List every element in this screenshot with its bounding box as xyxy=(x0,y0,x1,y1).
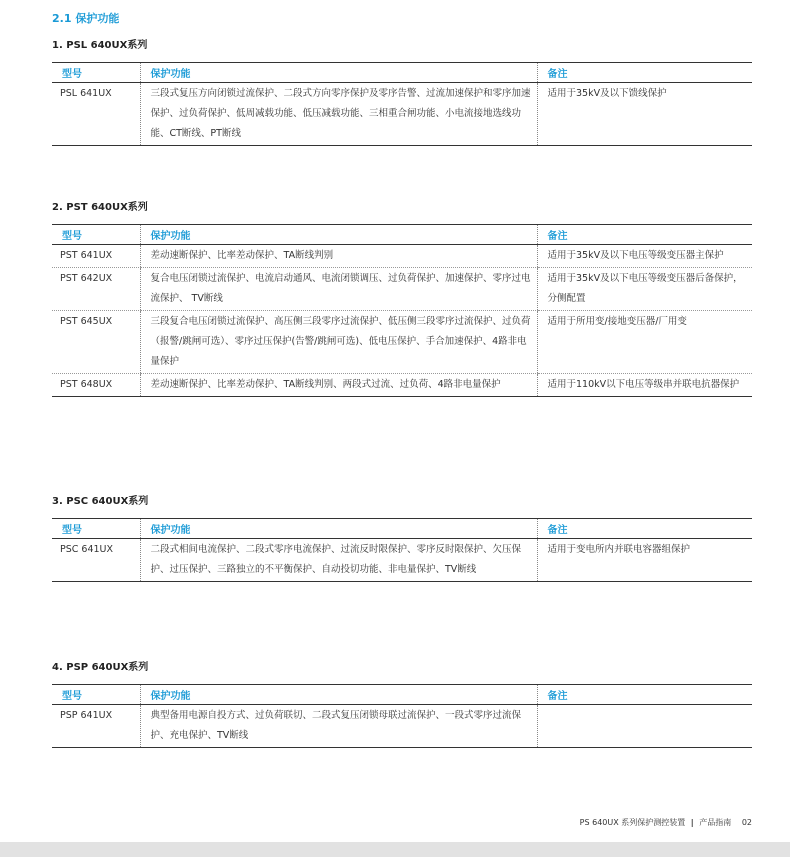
note-cell: 适用于35kV及以下电压等级变压器主保护 xyxy=(537,245,752,268)
header-note: 备注 xyxy=(537,63,752,83)
footer-separator: | xyxy=(690,818,694,827)
series-title: 4. PSP 640UX系列 xyxy=(52,662,149,673)
model-cell: PSP 641UX xyxy=(52,705,140,748)
model-cell: PSL 641UX xyxy=(52,83,140,146)
function-cell: 差动速断保护、比率差动保护、TA断线判别 xyxy=(140,245,537,268)
table-row xyxy=(52,311,752,374)
page-footer xyxy=(580,817,752,828)
function-cell: 二段式相间电流保护、二段式零序电流保护、过流反时限保护、零序反时限保护、欠压保护、过压保护、三路独立的不平衡保护、自动投切功能、非电量保护、TV断线 xyxy=(140,539,537,582)
protection-table xyxy=(52,684,752,748)
table-row xyxy=(52,705,752,748)
model-cell: PST 648UX xyxy=(52,374,140,397)
footer-doc-title: PS 640UX 系列保护测控装置 xyxy=(579,818,686,827)
function-cell: 差动速断保护、比率差动保护、TA断线判别、两段式过流、过负荷、4路非电量保护 xyxy=(140,374,537,397)
protection-table xyxy=(52,62,752,146)
note-cell: 适用于110kV以下电压等级串并联电抗器保护 xyxy=(537,374,752,397)
note-cell: 适用于35kV及以下馈线保护 xyxy=(537,83,752,146)
protection-table xyxy=(52,224,752,397)
header-function: 保护功能 xyxy=(140,225,537,245)
header-model: 型号 xyxy=(52,63,140,83)
header-function: 保护功能 xyxy=(140,519,537,539)
function-cell: 三段复合电压闭锁过流保护、高压侧三段零序过流保护、低压侧三段零序过流保护、过负荷（报警/跳闸可选）、零序过压保护(告警/跳闸可选)、低电压保护、手合加速保护、4路非电量保护 xyxy=(140,311,537,374)
footer-guide: 产品指南 xyxy=(699,818,732,827)
header-note: 备注 xyxy=(537,519,752,539)
series-psc xyxy=(52,494,752,582)
note-cell: 适用于所用变/接地变压器/厂用变 xyxy=(537,311,752,374)
page-number: 02 xyxy=(741,818,752,827)
header-function: 保护功能 xyxy=(140,685,537,705)
header-function: 保护功能 xyxy=(140,63,537,83)
table-row xyxy=(52,268,752,311)
table-row xyxy=(52,245,752,268)
series-title: 1. PSL 640UX系列 xyxy=(52,40,148,51)
table-row xyxy=(52,539,752,582)
table-row xyxy=(52,83,752,146)
header-note: 备注 xyxy=(537,225,752,245)
header-note: 备注 xyxy=(537,685,752,705)
header-model: 型号 xyxy=(52,685,140,705)
note-cell: 适用于变电所内并联电容器组保护 xyxy=(537,539,752,582)
model-cell: PSC 641UX xyxy=(52,539,140,582)
series-psl xyxy=(52,38,752,146)
series-psp xyxy=(52,660,752,748)
bottom-bar xyxy=(0,842,790,857)
function-cell: 三段式复压方向闭锁过流保护、二段式方向零序保护及零序告警、过流加速保护和零序加速保护、过负荷保护、低周减载功能、低压减载功能、三相重合闸功能、小电流接地选线功能、CT断线、PT断线 xyxy=(140,83,537,146)
model-cell: PST 645UX xyxy=(52,311,140,374)
table-row xyxy=(52,374,752,397)
series-title: 3. PSC 640UX系列 xyxy=(52,496,149,507)
note-cell xyxy=(537,705,752,748)
model-cell: PST 641UX xyxy=(52,245,140,268)
protection-table xyxy=(52,518,752,582)
section-title: 2.1 保护功能 xyxy=(52,12,120,25)
note-cell: 适用于35kV及以下电压等级变压器后备保护，分侧配置 xyxy=(537,268,752,311)
series-title: 2. PST 640UX系列 xyxy=(52,202,148,213)
function-cell: 典型备用电源自投方式、过负荷联切、二段式复压闭锁母联过流保护、一段式零序过流保护、充电保护、TV断线 xyxy=(140,705,537,748)
series-pst xyxy=(52,200,752,397)
header-model: 型号 xyxy=(52,519,140,539)
function-cell: 复合电压闭锁过流保护、电流启动通风、电流闭锁调压、过负荷保护、加速保护、零序过电流保护、 TV断线 xyxy=(140,268,537,311)
model-cell: PST 642UX xyxy=(52,268,140,311)
header-model: 型号 xyxy=(52,225,140,245)
